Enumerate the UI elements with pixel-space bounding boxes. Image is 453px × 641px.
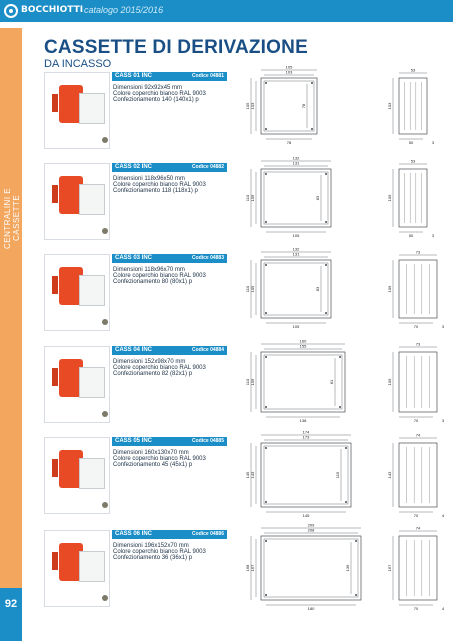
product-photo (44, 163, 110, 240)
screw-hole-icon (325, 173, 327, 175)
technical-drawing (239, 155, 453, 245)
screw-hole-icon (265, 128, 267, 130)
certification-icon (102, 595, 108, 601)
dimension-label: 110 (245, 194, 250, 202)
dimension-label: 83 (315, 286, 320, 292)
product-specs (113, 267, 233, 285)
certification-icon (102, 319, 108, 325)
dimension-label: 74 (415, 432, 421, 438)
front-view-outline (261, 78, 317, 134)
dimension-label: 53 (410, 158, 416, 164)
dimension-label: 50 (408, 233, 414, 238)
screw-hole-icon (265, 82, 267, 84)
product-entry (44, 338, 445, 424)
product-header (112, 437, 227, 446)
dimension-label: 109 (387, 378, 392, 386)
screw-hole-icon (265, 221, 267, 223)
screw-hole-icon (265, 540, 267, 542)
product-photo (44, 437, 110, 514)
spec-color: Colore coperchio bianco RAL 9003 (113, 273, 206, 279)
spec-color: Colore coperchio bianco RAL 9003 (113, 91, 206, 97)
dimension-label: 73 (415, 341, 421, 347)
screw-hole-icon (355, 594, 357, 596)
dimension-label: 4 (441, 606, 445, 611)
product-header (112, 346, 227, 355)
screw-hole-icon (339, 406, 341, 408)
product-photo (44, 346, 110, 423)
dimension-label: 109 (250, 285, 255, 293)
screw-hole-icon (339, 356, 341, 358)
drawing-svg (239, 155, 453, 245)
product-specs (113, 85, 233, 103)
product-code: Codice 04881 (192, 73, 224, 79)
dimension-label: 109 (250, 194, 255, 202)
spec-dimensions: Dimensioni 118x96x70 mm (113, 267, 185, 273)
side-view-outline (399, 352, 437, 412)
screw-hole-icon (325, 221, 327, 223)
spec-dimensions: Dimensioni 196x152x70 mm (113, 543, 189, 549)
side-view-outline (399, 443, 437, 507)
dimension-label: 155 (299, 343, 307, 349)
product-code: Codice 04885 (192, 438, 224, 444)
dimension-label: 3 (441, 324, 445, 329)
section-sidebar (0, 28, 22, 588)
product-header (112, 530, 227, 539)
certification-icon (102, 502, 108, 508)
dimension-label: 109 (387, 194, 392, 202)
dimension-label: 105 (245, 102, 250, 110)
dimension-label: 73 (415, 249, 421, 255)
dimension-label: 3 (431, 233, 435, 238)
product-specs (113, 359, 233, 377)
front-view-inner (264, 539, 358, 597)
dimension-label: 173 (302, 434, 310, 440)
dimension-label: 78 (301, 103, 306, 109)
dimension-label: 103 (285, 69, 293, 75)
dimension-label: 105 (292, 233, 300, 238)
screw-hole-icon (265, 501, 267, 503)
side-view-outline (399, 536, 437, 600)
product-entry (44, 429, 445, 518)
section-tab-label: CENTRALINI E CASSETTE (3, 187, 21, 249)
dimension-label: 109 (250, 378, 255, 386)
dimension-label: 131 (292, 251, 300, 257)
drawing-svg (239, 338, 453, 428)
dimension-label: 83 (315, 195, 320, 201)
product-code: Codice 04886 (192, 531, 224, 537)
technical-drawing (239, 522, 453, 612)
product-header (112, 72, 227, 81)
dimension-label: 50 (408, 140, 414, 145)
dimension-label: 81 (329, 379, 334, 385)
drawing-svg (239, 64, 453, 154)
spec-color: Colore coperchio bianco RAL 9003 (113, 365, 206, 371)
dimension-label: 105 (292, 324, 300, 329)
brand-logo-icon (4, 4, 18, 18)
product-entry (44, 155, 444, 241)
screw-hole-icon (265, 312, 267, 314)
product-specs (113, 450, 233, 468)
product-code: Codice 04882 (192, 164, 224, 170)
dimension-label: 174 (302, 429, 310, 435)
product-name: CASS 04 INC (115, 347, 153, 353)
dimension-label: 70 (413, 513, 419, 518)
spec-dimensions: Dimensioni 118x96x50 mm (113, 176, 185, 182)
spec-color: Colore coperchio bianco RAL 9003 (113, 182, 206, 188)
top-header-bar (0, 0, 453, 22)
screw-hole-icon (345, 501, 347, 503)
product-photo (44, 72, 110, 149)
dimension-label: 167 (250, 564, 255, 572)
box-lid-image (79, 458, 105, 489)
page-number: 92 (4, 598, 18, 610)
side-view-outline (399, 260, 437, 318)
product-header (112, 163, 227, 172)
page-subtitle: DA INCASSO (44, 58, 112, 70)
dimension-label: 103 (250, 102, 255, 110)
spec-packaging: Confezionamento 80 (80x1) p (113, 279, 193, 285)
brand-name: BOCCHIOTTI (21, 5, 84, 15)
dimension-label: 70 (413, 418, 419, 423)
dimension-label: 136 (345, 564, 350, 572)
dimension-label: 110 (245, 285, 250, 293)
screw-hole-icon (265, 406, 267, 408)
dimension-label: 145 (245, 471, 250, 479)
drawing-svg (239, 429, 453, 519)
dimension-label: 78 (286, 140, 292, 145)
dimension-label: 110 (245, 378, 250, 386)
certification-icon (102, 411, 108, 417)
dimension-label: 3 (441, 418, 445, 423)
dimension-label: 4 (441, 513, 445, 518)
technical-drawing (239, 429, 453, 519)
spec-dimensions: Dimensioni 152x98x70 mm (113, 359, 186, 365)
drawing-svg (239, 522, 453, 612)
dimension-label: 138 (299, 418, 307, 423)
dimension-label: 70 (413, 606, 419, 611)
dimension-label: 115 (335, 471, 340, 479)
product-code: Codice 04883 (192, 255, 224, 261)
screw-hole-icon (311, 82, 313, 84)
dimension-label: 131 (292, 160, 300, 166)
spec-packaging: Confezionamento 140 (140x1) p (113, 97, 199, 103)
product-name: CASS 03 INC (115, 255, 153, 261)
spec-packaging: Confezionamento 118 (118x1) p (113, 188, 198, 194)
box-lid-image (79, 275, 105, 306)
dimension-label: 109 (387, 285, 392, 293)
page-number-box (0, 588, 22, 641)
product-specs (113, 543, 233, 561)
screw-hole-icon (265, 594, 267, 596)
dimension-label: 132 (292, 155, 300, 161)
screw-hole-icon (265, 264, 267, 266)
product-specs (113, 176, 233, 194)
technical-drawing (239, 64, 453, 154)
side-view-outline (399, 169, 427, 227)
dimension-label: 105 (285, 64, 293, 70)
box-lid-image (79, 184, 105, 215)
dimension-label: 168 (245, 564, 250, 572)
front-view-outline (261, 260, 331, 318)
product-name: CASS 06 INC (115, 531, 153, 537)
screw-hole-icon (265, 173, 267, 175)
screw-hole-icon (325, 312, 327, 314)
catalog-label: catalogo 2015/2016 (84, 5, 164, 15)
technical-drawing (239, 338, 453, 428)
dimension-label: 145 (302, 513, 310, 518)
spec-dimensions: Dimensioni 160x130x70 mm (113, 450, 189, 456)
screw-hole-icon (345, 447, 347, 449)
screw-hole-icon (355, 540, 357, 542)
product-name: CASS 02 INC (115, 164, 153, 170)
dimension-label: 209 (307, 522, 315, 528)
spec-packaging: Confezionamento 45 (45x1) p (113, 462, 193, 468)
technical-drawing (239, 246, 453, 336)
product-code: Codice 04884 (192, 347, 224, 353)
front-view-inner (264, 81, 314, 131)
dimension-label: 3 (431, 140, 435, 145)
front-view-outline (261, 169, 331, 227)
screw-hole-icon (311, 128, 313, 130)
product-entry (44, 522, 445, 611)
spec-color: Colore coperchio bianco RAL 9003 (113, 456, 206, 462)
spec-packaging: Confezionamento 36 (36x1) p (113, 555, 193, 561)
dimension-label: 143 (387, 471, 392, 479)
dimension-label: 180 (307, 606, 315, 611)
dimension-label: 143 (250, 471, 255, 479)
product-header (112, 254, 227, 263)
dimension-label: 53 (410, 67, 416, 73)
drawing-svg (239, 246, 453, 336)
dimension-label: 208 (307, 527, 315, 533)
product-name: CASS 01 INC (115, 73, 153, 79)
box-lid-image (79, 367, 105, 398)
spec-dimensions: Dimensioni 92x92x45 mm (113, 85, 183, 91)
screw-hole-icon (265, 447, 267, 449)
product-name: CASS 05 INC (115, 438, 153, 444)
screw-hole-icon (265, 356, 267, 358)
dimension-label: 70 (413, 324, 419, 329)
product-photo (44, 254, 110, 331)
spec-packaging: Confezionamento 82 (82x1) p (113, 371, 193, 377)
box-lid-image (79, 93, 105, 124)
dimension-label: 160 (299, 338, 307, 344)
dimension-label: 132 (292, 246, 300, 252)
page-title: CASSETTE DI DERIVAZIONE (44, 37, 308, 58)
product-photo (44, 530, 110, 607)
certification-icon (102, 228, 108, 234)
product-entry (44, 246, 445, 332)
screw-hole-icon (325, 264, 327, 266)
box-lid-image (79, 551, 105, 582)
side-view-outline (399, 78, 427, 134)
certification-icon (102, 137, 108, 143)
spec-color: Colore coperchio bianco RAL 9003 (113, 549, 206, 555)
dimension-label: 103 (387, 102, 392, 110)
dimension-label: 74 (415, 525, 421, 531)
dimension-label: 167 (387, 564, 392, 572)
